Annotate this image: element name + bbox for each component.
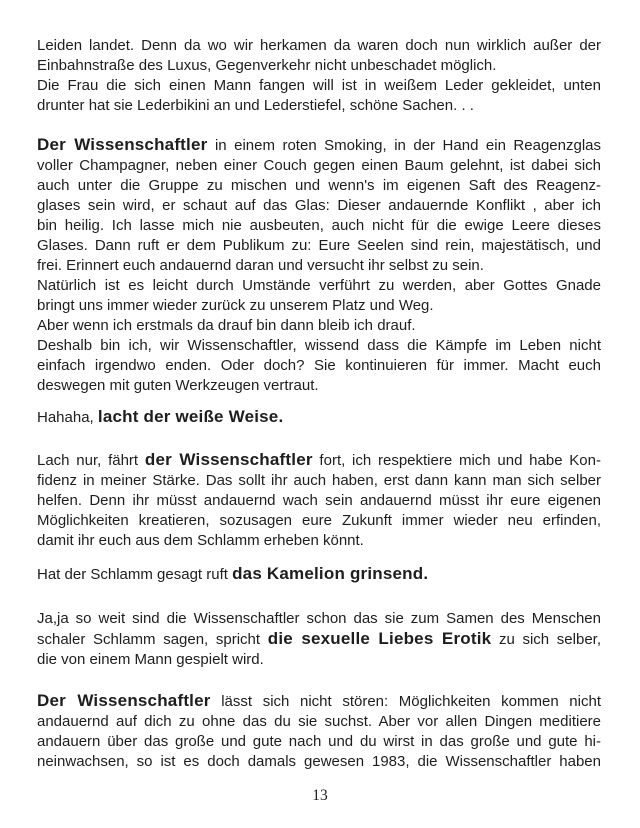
text-line bbox=[37, 156, 601, 176]
text-line bbox=[37, 336, 601, 356]
text-segment: frei. Erinnert euch andauernd daran und versucht ihr selbst zu sein. bbox=[37, 257, 484, 274]
text-line bbox=[37, 491, 601, 511]
text-line bbox=[37, 650, 601, 670]
text-line bbox=[37, 691, 601, 712]
text-segment: andauern über das große und gute nach und du wirst in das große und gute hi- bbox=[37, 733, 601, 750]
text-segment: schaler Schlamm sagen, spricht bbox=[37, 631, 268, 648]
text-segment: Glases. Dann ruft er dem Publikum zu: Eure Seelen sind rein, majestätisch, und bbox=[37, 237, 601, 254]
text-line bbox=[37, 196, 601, 216]
text-line bbox=[37, 629, 601, 650]
paragraph bbox=[37, 135, 601, 396]
text-line bbox=[37, 296, 601, 316]
text-segment: damit ihr euch aus dem Schlamm erheben könnt. bbox=[37, 532, 364, 549]
text-segment: auch unter die Gruppe zu mischen und wenn's im eigenen Saft des Reagenz- bbox=[37, 177, 601, 194]
text-line bbox=[37, 531, 601, 551]
text-segment: Aber wenn ich erstmals da drauf bin dann bleib ich drauf. bbox=[37, 317, 416, 334]
text-segment: fidenz in meiner Stärke. Das sollt ihr auch haben, erst dann kann man sich selber bbox=[37, 472, 601, 489]
text-segment: Hat der Schlamm gesagt ruft bbox=[37, 566, 233, 583]
text-segment: Ja,ja so weit sind die Wissenschaftler schon das sie zum Samen des Menschen bbox=[37, 610, 601, 627]
text-line bbox=[37, 471, 601, 491]
text-line bbox=[37, 376, 601, 396]
text-line bbox=[37, 450, 601, 471]
text-segment: lässt sich nicht stören: Möglichkeiten kommen nicht bbox=[210, 693, 601, 710]
text-line bbox=[37, 76, 601, 96]
text-segment: helfen. Denn ihr müsst andauernd wach sein andauernd müsst ihr eure eigenen bbox=[37, 492, 601, 509]
text-line bbox=[37, 36, 601, 56]
text-line bbox=[37, 216, 601, 236]
text-segment: drunter hat sie Lederbikini an und Lederstiefel, schöne Sachen. . . bbox=[37, 97, 474, 114]
text-line bbox=[37, 176, 601, 196]
text-segment: Lach nur, fährt bbox=[37, 452, 145, 469]
paragraph bbox=[37, 407, 601, 428]
text-segment: Leiden landet. Denn da wo wir herkamen da waren doch nun wirklich außer der bbox=[37, 37, 601, 54]
text-segment: neinwachsen, so ist es doch damals gewesen 1983, die Wissenschaftler haben bbox=[37, 753, 601, 770]
text-segment: Die Frau die sich einen Mann fangen will ist in weißem Leder gekleidet, unten bbox=[37, 77, 601, 94]
paragraph bbox=[37, 564, 601, 585]
text-segment: Möglichkeiten kreatieren, sozusagen eure Zukunft immer wieder neu erfinden, bbox=[37, 512, 601, 529]
text-segment: der Wissenschaftler bbox=[144, 450, 313, 469]
paragraph bbox=[37, 609, 601, 670]
text-segment: glases sein wird, er schaut auf das Glas: Dieser andauernde Konflikt , aber ich bbox=[37, 197, 601, 214]
text-segment: bin heilig. Ich lasse mich nie ausbeuten, auch nicht für die ewige Leere dieses bbox=[37, 217, 601, 234]
text-segment: Der Wissenschaftler bbox=[37, 135, 208, 154]
paragraph bbox=[37, 36, 601, 116]
text-segment: andauernd auf dich zu ohne das du sie suchst. Aber vor allen Dingen meditiere bbox=[37, 713, 601, 730]
text-line bbox=[37, 609, 601, 629]
text-segment: lacht der weiße Weise. bbox=[97, 407, 284, 426]
text-segment: das Kamelion grinsend. bbox=[232, 564, 429, 583]
text-segment: die sexuelle Liebes Erotik bbox=[267, 629, 492, 648]
text-segment: zu sich selber, bbox=[491, 631, 601, 648]
text-segment: fort, ich respektiere mich und habe Kon- bbox=[312, 452, 601, 469]
text-line bbox=[37, 407, 601, 428]
text-line bbox=[37, 564, 601, 585]
text-segment: die von einem Mann gespielt wird. bbox=[37, 651, 264, 668]
text-segment: Deshalb bin ich, wir Wissenschaftler, wissend dass die Kämpfe im Leben nicht bbox=[37, 337, 601, 354]
paragraph bbox=[37, 691, 601, 772]
text-line bbox=[37, 96, 601, 116]
text-segment: Der Wissenschaftler bbox=[37, 691, 211, 710]
text-line bbox=[37, 752, 601, 772]
text-segment: bringt uns immer wieder zurück zu unserem Platz und Weg. bbox=[37, 297, 434, 314]
text-line bbox=[37, 135, 601, 156]
text-line bbox=[37, 732, 601, 752]
paragraph bbox=[37, 450, 601, 551]
text-segment: Einbahnstraße des Luxus, Gegenverkehr nicht unbeschadet möglich. bbox=[37, 57, 497, 74]
text-segment: Hahaha, bbox=[37, 409, 98, 426]
text-line bbox=[37, 236, 601, 256]
text-body bbox=[37, 36, 601, 772]
text-segment: deswegen mit guten Werkzeugen vertraut. bbox=[37, 377, 319, 394]
text-line bbox=[37, 356, 601, 376]
page-number: 13 bbox=[312, 787, 328, 804]
text-segment: einfach irgendwo enden. Oder doch? Sie kontinuieren für immer. Macht euch bbox=[37, 357, 601, 374]
text-line bbox=[37, 256, 601, 276]
text-line bbox=[37, 56, 601, 76]
text-segment: in einem roten Smoking, in der Hand ein Reagenzglas bbox=[207, 137, 601, 154]
text-line bbox=[37, 316, 601, 336]
text-line bbox=[37, 276, 601, 296]
text-segment: voller Champagner, neben einer Couch gegen einen Baum gelehnt, ist dabei sich bbox=[37, 157, 601, 174]
text-segment: Natürlich ist es leicht durch Umstände verführt zu werden, aber Gottes Gnade bbox=[37, 277, 601, 294]
text-line bbox=[37, 511, 601, 531]
text-line bbox=[37, 712, 601, 732]
